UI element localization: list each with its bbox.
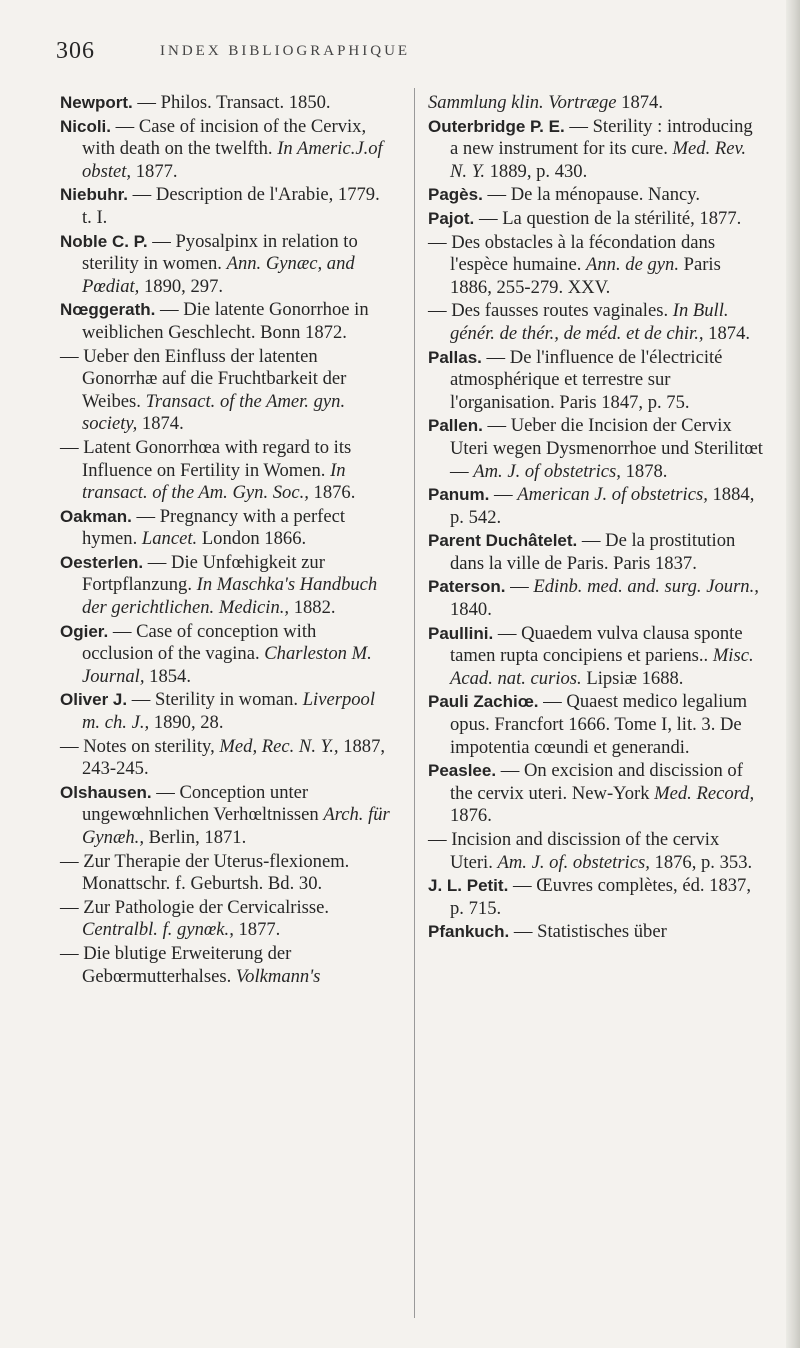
bibliography-entry — [428, 760, 764, 828]
entry-details: Paris 1886, 255-279. XXV. — [450, 254, 721, 298]
entry-details: 1840. — [450, 599, 492, 621]
bibliography-entry — [428, 116, 764, 184]
entry-source: In Maschka's Handbuch der gerichtlichen. Medicin., — [82, 574, 378, 619]
entry-author: Peaslee. — [428, 761, 497, 781]
entry-text: — Zur Pathologie der Cervicalrisse. — [60, 896, 330, 918]
entry-text: — Latent Gonorrhœa with regard to its Influence on Fertility in Women. — [60, 436, 352, 481]
entry-author: Paullini. — [428, 623, 494, 643]
left-column — [60, 92, 390, 989]
entry-details: Berlin, 1871. — [143, 827, 247, 848]
entry-details: 1876, p. 353. — [649, 851, 753, 873]
entry-text: — Conception unter ungewœhnlichen Verhœltnissen — [82, 781, 324, 826]
bibliography-entry — [60, 437, 390, 505]
entry-text: — Sterility : introducing a new instrument for its cure. — [450, 115, 753, 160]
entry-source: Charleston M. Journal, — [82, 643, 372, 687]
entry-details: 1874. — [616, 92, 663, 113]
bibliography-entry — [60, 506, 390, 551]
bibliography-entry — [428, 208, 764, 231]
entry-text: — Statistisches über — [509, 921, 667, 943]
bibliography-entry — [428, 184, 764, 207]
entry-source: Med, Rec. N. Y., — [219, 735, 339, 757]
entry-source: Transact. of the Amer. gyn. society, — [82, 390, 346, 435]
entry-details: 1874. — [137, 413, 184, 435]
entry-source: Med. Record, — [654, 782, 755, 804]
entry-author: Paterson. — [428, 577, 506, 597]
bibliography-entry — [60, 736, 390, 781]
entry-text: — Die Unfœhigkeit zur Fortpflanzung. — [82, 551, 325, 596]
entry-text: — De l'influence de l'électricité atmosphérique et terrestre sur l'organisation. Paris 1847, p. 75. — [450, 346, 723, 413]
right-column — [428, 92, 764, 945]
entry-author: Noble C. P. — [60, 231, 148, 251]
entry-details: London 1866. — [197, 528, 307, 550]
bibliography-entry — [60, 184, 390, 229]
entry-author: Pauli Zachiœ. — [428, 692, 539, 712]
entry-author: Olshausen. — [60, 782, 152, 802]
entry-source: Lancet. — [141, 528, 198, 550]
entry-text: — Die latente Gonorrhoe in weiblichen Geschlecht. Bonn 1872. — [82, 299, 369, 343]
bibliography-entry — [428, 829, 764, 874]
entry-text: — Description de l'Arabie, 1779. t. I. — [82, 184, 380, 228]
bibliography-entry — [428, 92, 764, 115]
entry-author: Pagès. — [428, 185, 483, 205]
entry-details: Lipsiæ 1688. — [581, 667, 684, 689]
bibliography-entry — [428, 300, 764, 345]
entry-author: Oesterlen. — [60, 552, 144, 572]
entry-details: 1890, 28. — [149, 712, 224, 734]
entry-source: Ann. Gynæc, and Pœdiat, — [82, 253, 355, 297]
bibliography-entry — [60, 943, 390, 988]
page-number: 306 — [56, 38, 95, 64]
entry-details: 1877. — [233, 919, 281, 941]
bibliography-entry — [428, 875, 764, 920]
entry-source: In Americ.J.of obstet, — [82, 138, 383, 182]
entry-text: — Pyosalpinx in relation to sterility in women. — [82, 230, 358, 275]
entry-author: Pallas. — [428, 347, 482, 367]
entry-text: — Sterility in woman. — [127, 689, 303, 711]
entry-source: Liverpool m. ch. J., — [82, 689, 376, 734]
entry-details: 1890, 297. — [139, 275, 224, 297]
bibliography-entry — [60, 621, 390, 689]
entry-author: Newport. — [60, 93, 133, 112]
entry-source: Misc. Acad. nat. curios. — [450, 645, 754, 689]
entry-text: — Case of conception with occlusion of the vagina. — [82, 620, 317, 665]
entry-details: 1878. — [620, 460, 668, 482]
entry-author: J. L. Petit. — [428, 876, 509, 896]
entry-source: Edinb. med. and. surg. Journ., — [533, 576, 759, 598]
entry-details: 1877. — [131, 160, 178, 182]
entry-author: Oliver J. — [60, 690, 128, 710]
bibliography-entry — [428, 576, 764, 621]
entry-source: American J. of obstetrics, — [517, 484, 708, 506]
entry-text: — Œuvres complètes, éd. 1837, p. 715. — [450, 875, 752, 919]
bibliography-entry — [428, 347, 764, 415]
entry-text: — — [505, 576, 534, 598]
entry-details: 1884, p. 542. — [450, 484, 755, 528]
entry-author: Pajot. — [428, 208, 475, 228]
entry-author: Ogier. — [60, 621, 109, 641]
entry-text: — Case of incision of the Cervix, with death on the twelfth. — [82, 115, 367, 160]
entry-text: — De la prostitution dans la ville de Paris. Paris 1837. — [450, 530, 736, 574]
entry-text: — Quaedem vulva clausa sponte tamen rupta concipiens et pariens.. — [450, 622, 743, 667]
entry-author: Niebuhr. — [60, 185, 129, 205]
entry-text: — Pregnancy with a perfect hymen. — [82, 505, 346, 550]
entry-source: Sammlung klin. Vortræge — [428, 92, 617, 113]
entry-text: — — [489, 484, 518, 506]
entry-text: — Ueber die Incision der Cervix Uteri wegen Dysmenorrhoe und Sterilitœt — — [450, 415, 763, 482]
entry-source: Volkmann's — [235, 965, 321, 987]
bibliography-entry — [60, 116, 390, 184]
entry-details: 1887, 243-245. — [82, 735, 386, 780]
entry-author: Nicoli. — [60, 116, 112, 136]
entry-source: Centralbl. f. gynœk., — [82, 919, 234, 941]
entry-text: — Ueber den Einfluss der latenten Gonorrhæ auf die Fruchtbarkeit der Weibes. — [60, 345, 347, 412]
entry-text: — Die blutige Erweiterung der Gebœrmutterhalses. — [60, 942, 292, 987]
entry-author: Oakman. — [60, 506, 132, 526]
bibliography-entry — [60, 346, 390, 436]
bibliography-entry — [60, 299, 390, 344]
entry-author: Panum. — [428, 485, 490, 505]
entry-source: Am. J. of obstetrics, — [473, 460, 621, 482]
entry-text: — La question de la stérilité, 1877. — [474, 207, 742, 229]
entry-text: — Incision and discission of the cervix Uteri. — [428, 829, 720, 873]
entry-details: 1876. — [308, 482, 356, 504]
entry-source: In transact. of the Am. Gyn. Soc., — [82, 459, 346, 504]
entry-source: Med. Rev. N. Y. — [450, 138, 747, 182]
entry-details: 1882. — [289, 597, 336, 619]
entry-author: Nœggerath. — [60, 300, 156, 320]
entry-author: Outerbridge P. E. — [428, 116, 565, 136]
entry-source: Arch. für Gynæh., — [82, 804, 390, 848]
page-header — [56, 38, 756, 68]
entry-details: 1854. — [144, 665, 191, 687]
bibliography-entry — [60, 552, 390, 620]
bibliography-entry — [428, 415, 764, 483]
entry-author: Pfankuch. — [428, 922, 510, 942]
entry-text: — Philos. Transact. 1850. — [132, 92, 331, 113]
entry-text: — De la ménopause. Nancy. — [482, 184, 701, 206]
bibliography-entry — [428, 484, 764, 529]
bibliography-entry — [60, 92, 390, 115]
page-edge — [786, 0, 800, 1348]
bibliography-entry — [428, 530, 764, 575]
entry-text: — Des obstacles à la fécondation dans l'espèce humaine. — [428, 231, 716, 276]
entry-text: — Zur Therapie der Uterus-flexionem. Monattschr. f. Geburtsh. Bd. 30. — [60, 850, 350, 895]
entry-details: 1876. — [450, 805, 492, 827]
bibliography-entry — [428, 691, 764, 759]
bibliography-entry — [428, 921, 764, 944]
bibliography-entry — [60, 851, 390, 896]
entry-source: Ann. de gyn. — [586, 254, 679, 276]
entry-details: 1889, p. 430. — [484, 160, 588, 182]
bibliography-entry — [60, 782, 390, 850]
entry-source: Am. J. of. obstetrics, — [497, 851, 650, 873]
column-divider — [414, 88, 415, 1318]
bibliography-entry — [60, 689, 390, 734]
entry-author: Parent Duchâtelet. — [428, 531, 578, 551]
entry-details: 1874. — [703, 322, 751, 344]
entry-text: — Des fausses routes vaginales. — [428, 300, 673, 322]
entry-text: — On excision and discission of the cervix uteri. New-York — [450, 760, 743, 804]
entry-author: Pallen. — [428, 416, 483, 436]
entry-text: — Notes on sterility, — [60, 735, 220, 757]
bibliography-entry — [428, 623, 764, 691]
running-title: INDEX BIBLIOGRAPHIQUE — [160, 43, 411, 59]
bibliography-entry — [60, 231, 390, 299]
entry-text: — Quaest medico legalium opus. Francfort 1666. Tome I, lit. 3. De impotentia cœundi et generandi. — [450, 691, 748, 758]
bibliography-entry — [428, 232, 764, 300]
bibliography-entry — [60, 897, 390, 942]
entry-source: In Bull. génér. de thér., de méd. et de chir., — [450, 300, 729, 344]
